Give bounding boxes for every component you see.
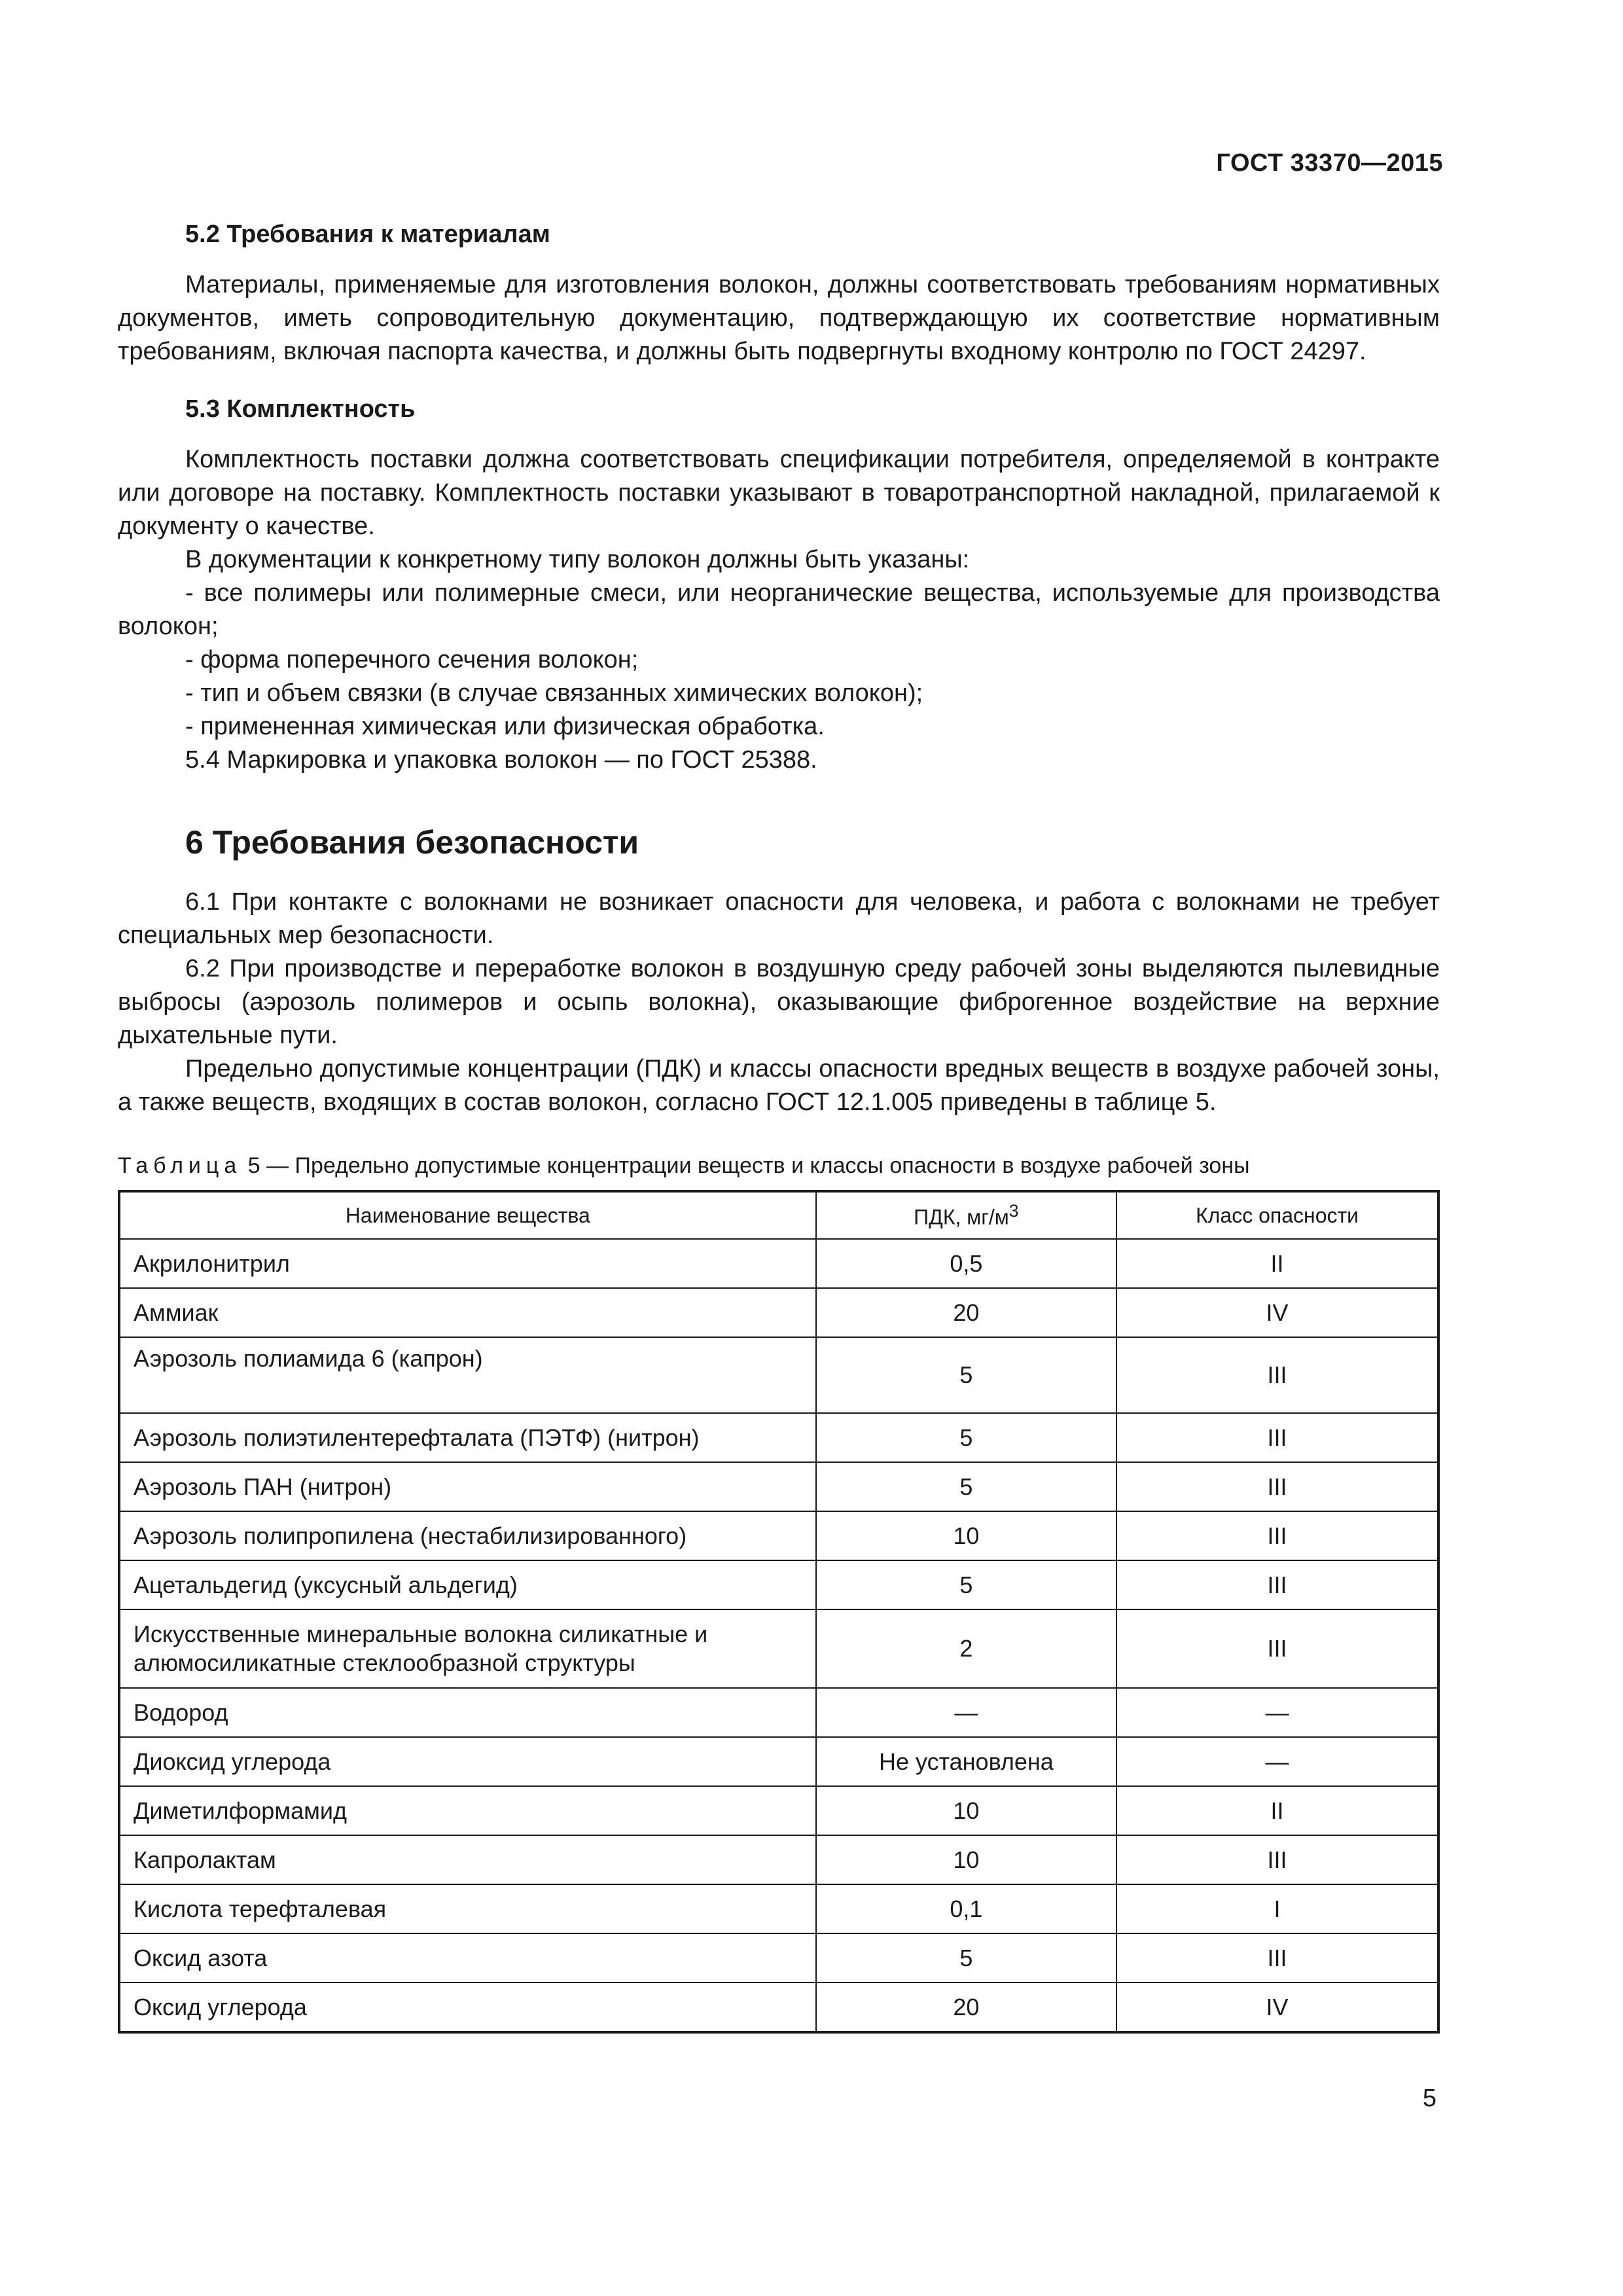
section-5-3-heading: 5.3 Комплектность xyxy=(185,395,416,423)
header-substance: Наименование вещества xyxy=(119,1191,816,1239)
cell-class: IV xyxy=(1116,1982,1438,2032)
cell-class: III xyxy=(1116,1835,1438,1884)
cell-class: — xyxy=(1116,1688,1438,1737)
cell-pdk: 20 xyxy=(816,1982,1116,2032)
cell-class: III xyxy=(1116,1337,1438,1413)
cell-pdk: 10 xyxy=(816,1511,1116,1560)
cell-pdk: — xyxy=(816,1688,1116,1737)
table-row xyxy=(119,1688,1438,1737)
section-5-2-heading: 5.2 Требования к материалам xyxy=(185,221,550,248)
cell-substance: Аэрозоль полиамида 6 (капрон) xyxy=(119,1337,816,1413)
section-6-title: 6 Требования безопасности xyxy=(185,824,639,861)
cell-class: III xyxy=(1116,1933,1438,1982)
cell-class: III xyxy=(1116,1609,1438,1688)
page-number: 5 xyxy=(1422,2085,1436,2112)
cell-class: — xyxy=(1116,1737,1438,1786)
cell-substance: Аммиак xyxy=(119,1288,816,1337)
cell-class: IV xyxy=(1116,1288,1438,1337)
cell-substance: Аэрозоль полиэтилентерефталата (ПЭТФ) (нитрон) xyxy=(119,1413,816,1462)
cell-class: I xyxy=(1116,1884,1438,1933)
table-row xyxy=(119,1337,1438,1413)
cell-pdk: 5 xyxy=(816,1462,1116,1511)
pdk-table xyxy=(118,1190,1440,2034)
header-hazard-class: Класс опасности xyxy=(1116,1191,1438,1239)
list-item: - примененная химическая или физическая обработка. xyxy=(185,713,825,740)
cell-pdk: 5 xyxy=(816,1933,1116,1982)
list-item: - все полимеры или полимерные смеси, или неорганические вещества, используемые для производства волокон; xyxy=(118,579,1440,640)
section-6-2-text: 6.2 При производстве и переработке волокон в воздушную среду рабочей зоны выделяются пылевидные выбросы (аэрозоль полимеров и осыпь волокна), оказывающие фиброгенное воздействие на верхние дыхательные пути. xyxy=(118,955,1440,1049)
section-6-pdk-text: Предельно допустимые концентрации (ПДК) и классы опасности вредных веществ в воздухе рабочей зоны, а также веществ, входящих в состав волокон, согласно ГОСТ 12.1.005 приведены в таблице 5. xyxy=(118,1055,1440,1116)
table-row xyxy=(119,1786,1438,1835)
section-5-3-paragraph-1: Комплектность поставки должна соответствовать спецификации потребителя, определяемой в контракте или договоре на поставку. Комплектность поставки указывают в товаротранспортной накладной, прилагаемой к документу о качестве. xyxy=(118,446,1440,540)
cell-substance: Оксид углерода xyxy=(119,1982,816,2032)
cell-substance: Искусственные минеральные волокна силикатные и алюмосиликатные стеклообразной структуры xyxy=(119,1609,816,1688)
cell-class: III xyxy=(1116,1511,1438,1560)
table-caption-label: Таблица xyxy=(118,1153,242,1178)
cell-substance: Оксид азота xyxy=(119,1933,816,1982)
table-row xyxy=(119,1982,1438,2032)
list-item: - тип и объем связки (в случае связанных химических волокон); xyxy=(185,679,923,707)
table-caption-text: 5 — Предельно допустимые концентрации веществ и классы опасности в воздухе рабочей зоны xyxy=(241,1153,1250,1178)
cell-pdk: 2 xyxy=(816,1609,1116,1688)
table-row xyxy=(119,1933,1438,1982)
table-row xyxy=(119,1239,1438,1288)
cell-substance: Капролактам xyxy=(119,1835,816,1884)
cell-pdk: 5 xyxy=(816,1337,1116,1413)
cell-substance: Диметилформамид xyxy=(119,1786,816,1835)
table-caption xyxy=(118,1152,1440,1179)
cell-substance: Аэрозоль ПАН (нитрон) xyxy=(119,1462,816,1511)
cell-substance: Аэрозоль полипропилена (нестабилизированного) xyxy=(119,1511,816,1560)
cell-class: III xyxy=(1116,1560,1438,1609)
cell-class: III xyxy=(1116,1462,1438,1511)
header-pdk xyxy=(816,1191,1116,1239)
table-row xyxy=(119,1884,1438,1933)
cell-substance: Диоксид углерода xyxy=(119,1737,816,1786)
cell-class: III xyxy=(1116,1413,1438,1462)
header-pdk-label: ПДК, мг/м xyxy=(914,1205,1009,1229)
section-5-2-text: Материалы, применяемые для изготовления волокон, должны соответствовать требованиям нормативных документов, иметь сопроводительную документацию, подтверждающую их соответствие нормативным требованиям, включая паспорта качества, и должны быть подвергнуты входному контролю по ГОСТ 24297. xyxy=(118,271,1440,365)
cell-pdk: Не установлена xyxy=(816,1737,1116,1786)
table-row xyxy=(119,1835,1438,1884)
cell-substance: Водород xyxy=(119,1688,816,1737)
table-row xyxy=(119,1609,1438,1688)
table-row xyxy=(119,1511,1438,1560)
table-row xyxy=(119,1737,1438,1786)
page-content xyxy=(118,216,1440,2034)
table-row xyxy=(119,1288,1438,1337)
table-row xyxy=(119,1413,1438,1462)
section-5-3-paragraph-2: В документации к конкретному типу волокон должны быть указаны: xyxy=(185,546,970,573)
list-item: - форма поперечного сечения волокон; xyxy=(185,646,639,673)
section-6-1-text: 6.1 При контакте с волокнами не возникает опасности для человека, и работа с волокнами не требует специальных мер безопасности. xyxy=(118,888,1440,949)
cell-substance: Акрилонитрил xyxy=(119,1239,816,1288)
cell-class: II xyxy=(1116,1239,1438,1288)
cell-pdk: 5 xyxy=(816,1560,1116,1609)
cell-pdk: 10 xyxy=(816,1835,1116,1884)
table-row xyxy=(119,1462,1438,1511)
cell-pdk: 0,5 xyxy=(816,1239,1116,1288)
table-header-row xyxy=(119,1191,1438,1239)
document-id: ГОСТ 33370—2015 xyxy=(1216,149,1443,177)
cell-substance: Ацетальдегид (уксусный альдегид) xyxy=(119,1560,816,1609)
cell-pdk: 10 xyxy=(816,1786,1116,1835)
header-pdk-superscript: 3 xyxy=(1008,1201,1019,1221)
cell-pdk: 0,1 xyxy=(816,1884,1116,1933)
section-5-4-text: 5.4 Маркировка и упаковка волокон — по ГОСТ 25388. xyxy=(185,746,817,774)
cell-class: II xyxy=(1116,1786,1438,1835)
table-row xyxy=(119,1560,1438,1609)
cell-pdk: 5 xyxy=(816,1413,1116,1462)
cell-substance: Кислота терефталевая xyxy=(119,1884,816,1933)
cell-pdk: 20 xyxy=(816,1288,1116,1337)
